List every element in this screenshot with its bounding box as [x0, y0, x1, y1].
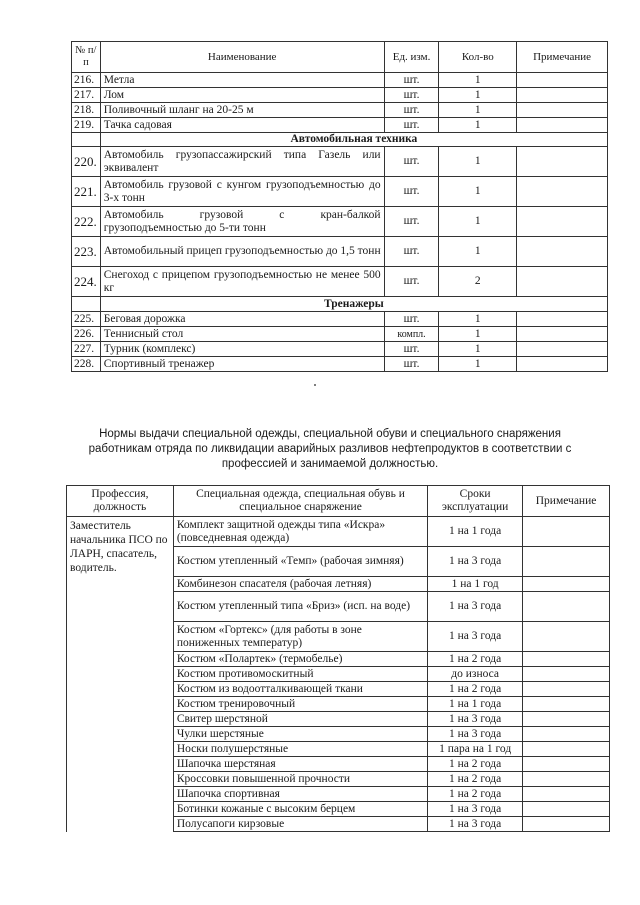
header-terms: Сроки эксплуатации	[428, 486, 523, 517]
section-row	[72, 297, 608, 312]
row-qty: 1	[439, 88, 517, 103]
row-note	[517, 342, 608, 357]
item-name: Костюм «Полартек» (термобелье)	[173, 652, 427, 667]
item-term: 1 на 3 года	[428, 547, 523, 577]
item-term: 1 на 3 года	[428, 817, 523, 832]
item-term: 1 пара на 1 год	[428, 742, 523, 757]
table-header-row	[67, 486, 610, 517]
header-qty: Кол-во	[439, 42, 517, 73]
item-name: Шапочка шерстяная	[173, 757, 427, 772]
item-name: Костюм «Гортекс» (для работы в зоне пониженных температур)	[173, 622, 427, 652]
row-qty: 1	[439, 177, 517, 207]
item-name: Костюм утепленный «Темп» (рабочая зимняя)	[173, 547, 427, 577]
row-unit: шт.	[384, 88, 439, 103]
item-name: Комбинезон спасателя (рабочая летняя)	[173, 577, 427, 592]
row-unit: шт.	[384, 237, 439, 267]
table-row	[72, 88, 608, 103]
item-note	[523, 742, 610, 757]
row-unit: шт.	[384, 118, 439, 133]
table-row	[67, 517, 610, 547]
row-qty: 1	[439, 147, 517, 177]
item-term: 1 на 3 года	[428, 712, 523, 727]
row-name: Автомобиль грузовой с кран-балкой грузоподъемностью до 5-ти тонн	[100, 207, 384, 237]
header-unit: Ед. изм.	[384, 42, 439, 73]
header-note: Примечание	[523, 486, 610, 517]
item-note	[523, 727, 610, 742]
row-qty: 1	[439, 357, 517, 372]
item-note	[523, 817, 610, 832]
section-row	[72, 133, 608, 147]
item-note	[523, 577, 610, 592]
row-name: Автомобиль грузовой с кунгом грузоподъемностью до 3-х тонн	[100, 177, 384, 207]
item-term: 1 на 2 года	[428, 772, 523, 787]
table-row	[72, 312, 608, 327]
item-term: 1 на 1 года	[428, 697, 523, 712]
item-term: до износа	[428, 667, 523, 682]
row-unit: шт.	[384, 267, 439, 297]
item-note	[523, 757, 610, 772]
row-note	[517, 177, 608, 207]
item-name: Кроссовки повышенной прочности	[173, 772, 427, 787]
row-note	[517, 73, 608, 88]
item-name: Ботинки кожаные с высоким берцем	[173, 802, 427, 817]
item-name: Костюм утепленный типа «Бриз» (исп. на воде)	[173, 592, 427, 622]
item-note	[523, 667, 610, 682]
row-note	[517, 118, 608, 133]
section-title-gym: Тренажеры	[100, 297, 607, 312]
norms-heading: Нормы выдачи специальной одежды, специальной обуви и специального снаряжения работникам отряда по ликвидации аварийных разливов нефтепродуктов в соответствии с профессией и занимаемой должностью.	[88, 428, 572, 470]
row-note	[517, 327, 608, 342]
row-unit: шт.	[384, 207, 439, 237]
item-term: 1 на 1 год	[428, 577, 523, 592]
profession-cell: Заместитель начальника ПСО по ЛАРН, спасатель, водитель.	[67, 517, 174, 832]
row-name: Тачка садовая	[100, 118, 384, 133]
header-profession: Профессия, должность	[67, 486, 174, 517]
item-term: 1 на 1 года	[428, 517, 523, 547]
item-note	[523, 547, 610, 577]
row-num: 222.	[72, 207, 101, 237]
item-name: Полусапоги кирзовые	[173, 817, 427, 832]
row-unit: шт.	[384, 177, 439, 207]
row-note	[517, 357, 608, 372]
row-name: Снегоход с прицепом грузоподъемностью не менее 500 кг	[100, 267, 384, 297]
table-row	[72, 73, 608, 88]
item-name: Костюм тренировочный	[173, 697, 427, 712]
item-name: Чулки шерстяные	[173, 727, 427, 742]
row-num: 219.	[72, 118, 101, 133]
row-name: Автомобиль грузопассажирский типа Газель или эквивалент	[100, 147, 384, 177]
item-term: 1 на 2 года	[428, 757, 523, 772]
row-name: Беговая дорожка	[100, 312, 384, 327]
table-row	[72, 342, 608, 357]
row-unit: шт.	[384, 103, 439, 118]
row-unit: шт.	[384, 357, 439, 372]
row-qty: 1	[439, 327, 517, 342]
item-name: Шапочка спортивная	[173, 787, 427, 802]
table-row	[72, 118, 608, 133]
row-unit: шт.	[384, 73, 439, 88]
header-name: Наименование	[100, 42, 384, 73]
row-num: 228.	[72, 357, 101, 372]
item-note	[523, 652, 610, 667]
item-term: 1 на 2 года	[428, 652, 523, 667]
row-unit: шт.	[384, 312, 439, 327]
item-note	[523, 802, 610, 817]
item-note	[523, 517, 610, 547]
row-num: 227.	[72, 342, 101, 357]
row-qty: 2	[439, 267, 517, 297]
header-note: Примечание	[517, 42, 608, 73]
equipment-table	[71, 41, 608, 372]
row-unit: шт.	[384, 147, 439, 177]
item-name: Костюм противомоскитный	[173, 667, 427, 682]
item-term: 1 на 3 года	[428, 592, 523, 622]
row-num: 221.	[72, 177, 101, 207]
row-qty: 1	[439, 73, 517, 88]
item-note	[523, 772, 610, 787]
row-name: Автомобильный прицеп грузоподъемностью до 1,5 тонн	[100, 237, 384, 267]
row-name: Спортивный тренажер	[100, 357, 384, 372]
section-title-auto: Автомобильная техника	[100, 133, 607, 147]
table-row	[72, 207, 608, 237]
row-name: Поливочный шланг на 20-25 м	[100, 103, 384, 118]
item-note	[523, 592, 610, 622]
row-name: Теннисный стол	[100, 327, 384, 342]
clothing-norms-table	[66, 485, 610, 832]
item-term: 1 на 3 года	[428, 622, 523, 652]
row-qty: 1	[439, 103, 517, 118]
item-term: 1 на 3 года	[428, 802, 523, 817]
row-qty: 1	[439, 312, 517, 327]
item-term: 1 на 2 года	[428, 787, 523, 802]
row-qty: 1	[439, 118, 517, 133]
row-note	[517, 207, 608, 237]
row-name: Турник (комплекс)	[100, 342, 384, 357]
item-note	[523, 787, 610, 802]
item-note	[523, 682, 610, 697]
row-note	[517, 312, 608, 327]
row-note	[517, 88, 608, 103]
table-row	[72, 237, 608, 267]
row-num: 217.	[72, 88, 101, 103]
row-name: Метла	[100, 73, 384, 88]
row-num: 226.	[72, 327, 101, 342]
table-row	[72, 267, 608, 297]
header-items: Специальная одежда, специальная обувь и специальное снаряжение	[173, 486, 427, 517]
row-note	[517, 147, 608, 177]
row-qty: 1	[439, 207, 517, 237]
table-row	[72, 177, 608, 207]
table-row	[72, 357, 608, 372]
row-name: Лом	[100, 88, 384, 103]
item-note	[523, 697, 610, 712]
item-term: 1 на 3 года	[428, 727, 523, 742]
row-note	[517, 237, 608, 267]
row-unit: шт.	[384, 342, 439, 357]
item-note	[523, 712, 610, 727]
item-name: Свитер шерстяной	[173, 712, 427, 727]
item-name: Носки полушерстяные	[173, 742, 427, 757]
item-note	[523, 622, 610, 652]
item-term: 1 на 2 года	[428, 682, 523, 697]
scan-dot	[314, 384, 316, 386]
table-row	[72, 327, 608, 342]
row-num: 225.	[72, 312, 101, 327]
table-row	[72, 103, 608, 118]
row-note	[517, 267, 608, 297]
item-name: Костюм из водоотталкивающей ткани	[173, 682, 427, 697]
table-header-row	[72, 42, 608, 73]
row-qty: 1	[439, 237, 517, 267]
row-num: 223.	[72, 237, 101, 267]
row-num: 218.	[72, 103, 101, 118]
row-note	[517, 103, 608, 118]
row-num: 216.	[72, 73, 101, 88]
row-qty: 1	[439, 342, 517, 357]
row-unit: компл.	[384, 327, 439, 342]
table-row	[72, 147, 608, 177]
item-name: Комплект защитной одежды типа «Искра» (повседневная одежда)	[173, 517, 427, 547]
header-num: № п/п	[72, 42, 101, 73]
row-num: 220.	[72, 147, 101, 177]
row-num: 224.	[72, 267, 101, 297]
